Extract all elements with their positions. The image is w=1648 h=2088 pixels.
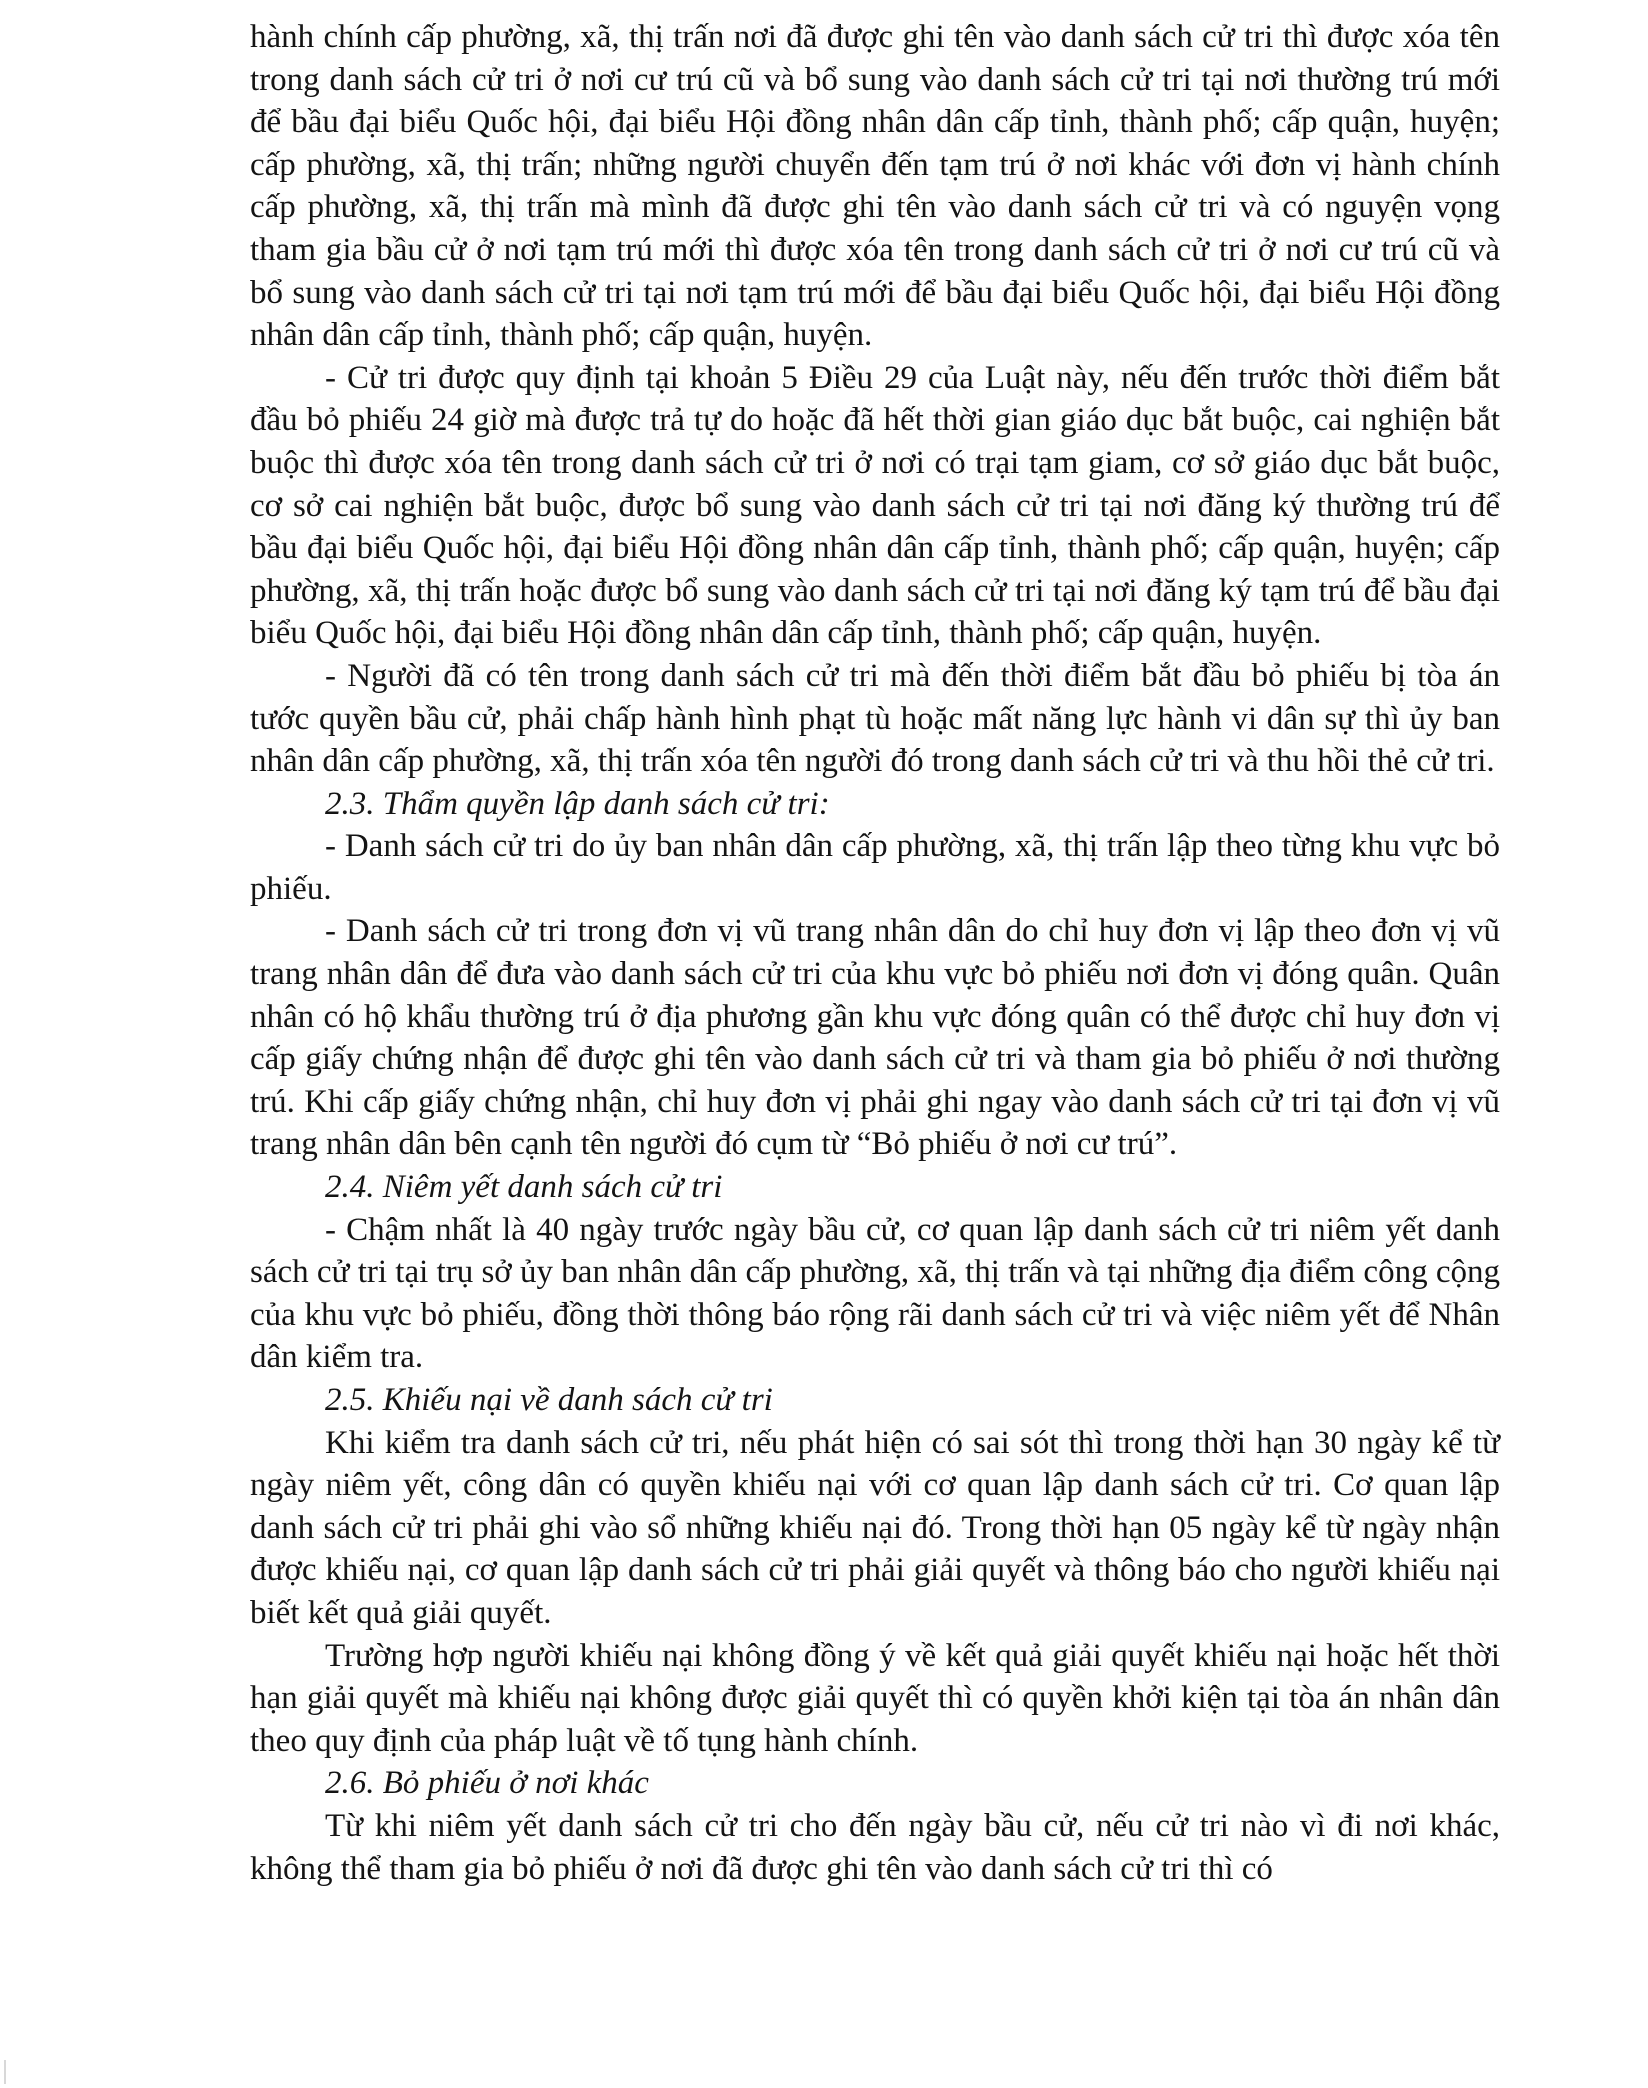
document-page xyxy=(250,16,1500,1890)
paragraph-released-voters: - Cử tri được quy định tại khoản 5 Điều 29 của Luật này, nếu đến trước thời điểm bắt đầu bỏ phiếu 24 giờ mà được trả tự do hoặc đã hết thời gian giáo dục bắt buộc, cai nghiện bắt buộc thì được xóa tên trong danh sách cử tri ở nơi có trại tạm giam, cơ sở giáo dục bắt buộc, cơ sở cai nghiện bắt buộc, được bổ sung vào danh sách cử tri tại nơi đăng ký thường trú để bầu đại biểu Quốc hội, đại biểu Hội đồng nhân dân cấp tỉnh, thành phố; cấp quận, huyện; cấp phường, xã, thị trấn hoặc được bổ sung vào danh sách cử tri tại nơi đăng ký tạm trú để bầu đại biểu Quốc hội, đại biểu Hội đồng nhân dân cấp tỉnh, thành phố; cấp quận, huyện. xyxy=(250,359,1500,652)
section-heading-2-3: 2.3. Thẩm quyền lập danh sách cử tri: xyxy=(325,785,830,822)
paragraph-removed-voters: - Người đã có tên trong danh sách cử tri mà đến thời điểm bắt đầu bỏ phiếu bị tòa án tước quyền bầu cử, phải chấp hành hình phạt tù hoặc mất năng lực hành vi dân sự thì ủy ban nhân dân cấp phường, xã, thị trấn xóa tên người đó trong danh sách cử tri và thu hồi thẻ cử tri. xyxy=(250,657,1500,780)
paragraph-armed-forces-list: - Danh sách cử tri trong đơn vị vũ trang nhân dân do chỉ huy đơn vị lập theo đơn vị vũ trang nhân dân để đưa vào danh sách cử tri của khu vực bỏ phiếu nơi đơn vị đóng quân. Quân nhân có hộ khẩu thường trú ở địa phương gần khu vực đóng quân có thể được chỉ huy đơn vị cấp giấy chứng nhận để được ghi tên vào danh sách cử tri và tham gia bỏ phiếu ở nơi thường trú. Khi cấp giấy chứng nhận, chỉ huy đơn vị phải ghi ngay vào danh sách cử tri tại đơn vị vũ trang nhân dân bên cạnh tên người đó cụm từ “Bỏ phiếu ở nơi cư trú”. xyxy=(250,913,1500,1163)
paragraph-continuation: hành chính cấp phường, xã, thị trấn nơi đã được ghi tên vào danh sách cử tri thì được xóa tên trong danh sách cử tri ở nơi cư trú cũ và bổ sung vào danh sách cử tri tại nơi thường trú mới để bầu đại biểu Quốc hội, đại biểu Hội đồng nhân dân cấp tỉnh, thành phố; cấp quận, huyện; cấp phường, xã, thị trấn; những người chuyển đến tạm trú ở nơi khác với đơn vị hành chính cấp phường, xã, thị trấn mà mình đã được ghi tên vào danh sách cử tri và có nguyện vọng tham gia bầu cử ở nơi tạm trú mới thì được xóa tên trong danh sách cử tri ở nơi cư trú cũ và bổ sung vào danh sách cử tri tại nơi tạm trú mới để bầu đại biểu Quốc hội, đại biểu Hội đồng nhân dân cấp tỉnh, thành phố; cấp quận, huyện. xyxy=(250,19,1500,354)
scan-edge-mark xyxy=(4,2060,6,2084)
paragraph-complaints: Khi kiểm tra danh sách cử tri, nếu phát hiện có sai sót thì trong thời hạn 30 ngày kể từ ngày niêm yết, công dân có quyền khiếu nại với cơ quan lập danh sách cử tri. Cơ quan lập danh sách cử tri phải ghi vào sổ những khiếu nại đó. Trong thời hạn 05 ngày kể từ ngày nhận được khiếu nại, cơ quan lập danh sách cử tri phải giải quyết và thông báo cho người khiếu nại biết kết quả giải quyết. xyxy=(250,1424,1500,1631)
paragraph-vote-elsewhere: Từ khi niêm yết danh sách cử tri cho đến ngày bầu cử, nếu cử tri nào vì đi nơi khác, không thể tham gia bỏ phiếu ở nơi đã được ghi tên vào danh sách cử tri thì có xyxy=(250,1807,1500,1887)
section-heading-2-4: 2.4. Niêm yết danh sách cử tri xyxy=(325,1169,723,1206)
paragraph-posting-list: - Chậm nhất là 40 ngày trước ngày bầu cử, cơ quan lập danh sách cử tri niêm yết danh sách cử tri tại trụ sở ủy ban nhân dân cấp phường, xã, thị trấn và tại những địa điểm công cộng của khu vực bỏ phiếu, đồng thời thông báo rộng rãi danh sách cử tri và việc niêm yết để Nhân dân kiểm tra. xyxy=(250,1211,1500,1376)
section-heading-2-5: 2.5. Khiếu nại về danh sách cử tri xyxy=(325,1382,773,1418)
paragraph-list-by-commune: - Danh sách cử tri do ủy ban nhân dân cấp phường, xã, thị trấn lập theo từng khu vực bỏ phiếu. xyxy=(250,828,1500,907)
section-heading-2-6: 2.6. Bỏ phiếu ở nơi khác xyxy=(325,1765,649,1802)
paragraph-lawsuit: Trường hợp người khiếu nại không đồng ý về kết quả giải quyết khiếu nại hoặc hết thời hạn giải quyết mà khiếu nại không được giải quyết thì có quyền khởi kiện tại tòa án nhân dân theo quy định của pháp luật về tố tụng hành chính. xyxy=(250,1637,1500,1759)
